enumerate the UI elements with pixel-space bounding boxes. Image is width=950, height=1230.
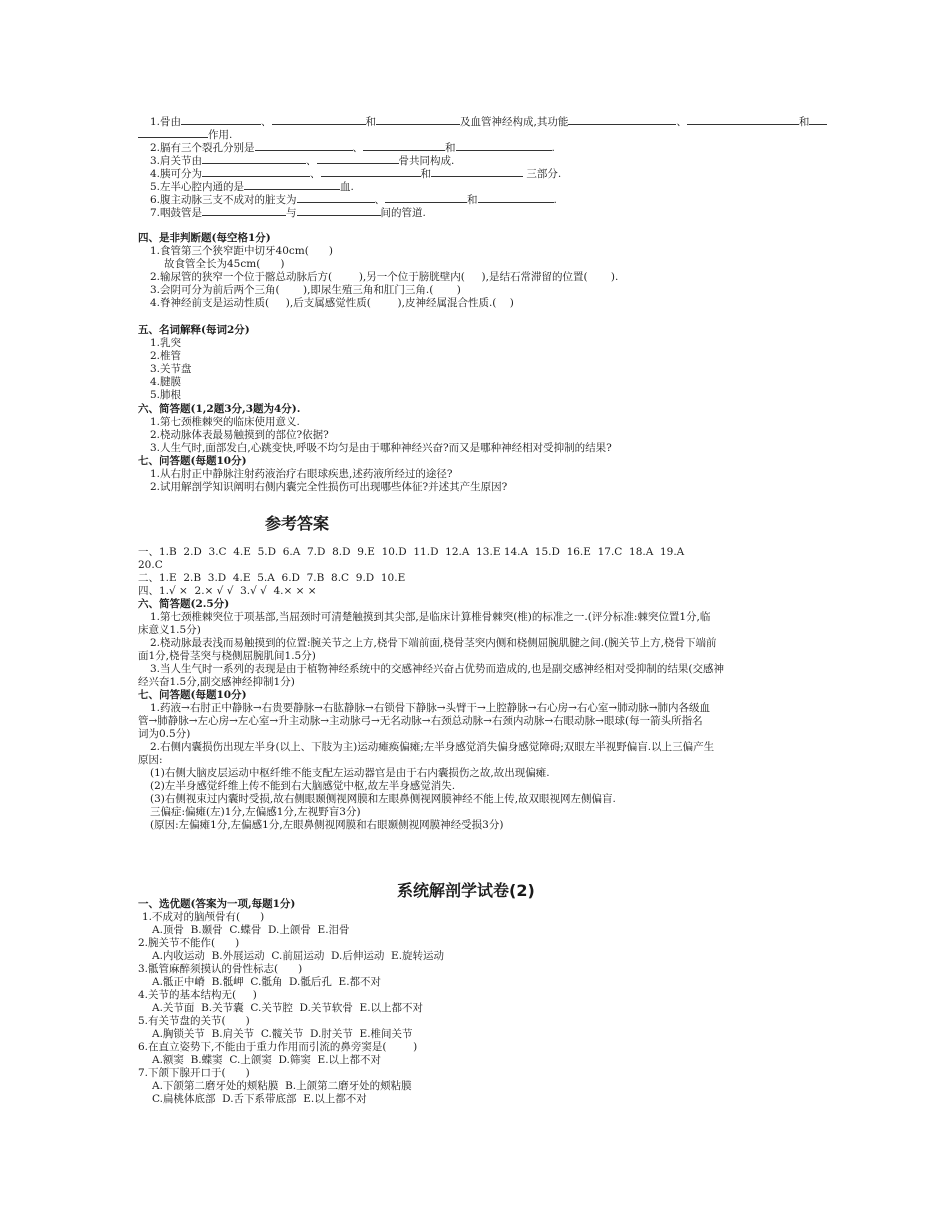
answer-line: 二、1.E 2.B 3.D 4.E 5.A 6.D 7.B 8.C 9.D 10.E [138, 572, 406, 584]
exam2-options: A.额窦 B.蝶窦 C.上颌窦 D.筛窦 E.以上都不对 [152, 1054, 382, 1066]
answers-heading: 参考答案 [265, 514, 330, 533]
exam2-options: A.骶正中嵴 B.骶岬 C.骶角 D.骶后孔 E.都不对 [152, 976, 382, 988]
exam2-question: 1.不成对的脑颅骨有( ) [142, 911, 265, 923]
fill-q1-cont: 作用. [138, 127, 232, 142]
answer-line: 1.第七颈椎棘突位于项基部,当屈颈时可清楚触摸到其尖部,是临床计算椎骨棘突(椎)的标准之一.(评分标准:棘突位置1分,临 [150, 611, 711, 623]
exam2-heading: 系统解剖学试卷(2) [397, 881, 535, 900]
sec4-item: 1.食管第三个狭窄距中切牙40cm( ) [150, 245, 333, 257]
section-4-title: 四、是非判断题(每空格1分) [138, 232, 271, 244]
exam2-options: A.内收运动 B.外展运动 C.前屈运动 D.后伸运动 E.旋转运动 [152, 950, 445, 962]
section-5-title: 五、名词解释(每词2分) [138, 324, 250, 336]
fill-q3: 3.肩关节由 、 骨共同构成. [150, 155, 455, 167]
exam2-options: A.胸锁关节 B.肩关节 C.髋关节 D.肘关节 E.椎间关节 [152, 1028, 413, 1040]
answer-line: 经兴奋1.5分,副交感神经抑制1分) [138, 676, 295, 688]
sec5-item: 2.椎管 [150, 350, 182, 362]
answer-line: 管→肺静脉→左心房→左心室→升主动脉→主动脉弓→无名动脉→右颈总动脉→右颈内动脉→右眼动脉→眼球(每一箭头所指名 [138, 715, 703, 727]
exam2-options: A.顶骨 B.颞骨 C.蝶骨 D.上颌骨 E.泪骨 [152, 924, 350, 936]
exam2-section-title: 一、选优题(答案为一项,每题1分) [138, 898, 296, 910]
answer-section-title: 六、简答题(2.5分) [138, 598, 230, 610]
answer-line: 20.C [138, 559, 163, 571]
section-6-title: 六、简答题(1,2题3分,3题为4分). [138, 403, 301, 415]
sec4-item: 3.会阴可分为前后两个三角( ),即尿生殖三角和肛门三角.( ) [150, 284, 461, 296]
sec6-item: 1.第七颈椎棘突的临床使用意义. [150, 416, 300, 428]
fill-q6: 6.腹主动脉三支不成对的脏支为 、 和 . [150, 194, 557, 206]
answer-line: 三偏症:偏瘫(左)1分,左偏感1分,左视野盲3分) [150, 806, 361, 818]
exam2-question: 7.下颌下腺开口于( ) [138, 1067, 250, 1079]
fill-q1: 1.骨由 、 和 及血管神经构成,其功能 、 和 [150, 114, 827, 129]
exam2-question: 4.关节的基本结构无( ) [138, 989, 257, 1001]
answer-line: 2.右侧内囊损伤出现左半身(以上、下肢为主)运动瘫痪偏瘫;左半身感觉消失偏身感觉障碍;双眼左半视野偏盲.以上三偏产生 [150, 741, 715, 753]
exam2-options: A.下颌第二磨牙处的颊粘膜 B.上颌第二磨牙处的颊粘膜 [152, 1080, 412, 1092]
fill-q2: 2.膈有三个裂孔分别是 、 和 . [150, 142, 555, 154]
answer-line: (3)右侧视束过内囊时受损,故右侧眼颞侧视网膜和左眼鼻侧视网膜神经不能上传,故双眼视网左侧偏盲. [150, 793, 616, 805]
answer-line: 3.当人生气时一系列的表现是由于植物神经系统中的交感神经兴奋占优势而造成的,也是副交感神经相对受抑制的结果(交感神 [150, 663, 724, 675]
answer-line: 四、1.√ × 2.× √ √ 3.√ √ 4.× × × [138, 585, 317, 597]
exam2-question: 3.骶管麻醉须摸认的骨性标志( ) [138, 963, 303, 975]
sec4-item: 4.脊神经前支是运动性质( ),后支属感觉性质( ),皮神经属混合性质.( ) [150, 297, 514, 309]
sec5-item: 4.腱膜 [150, 376, 182, 388]
exam2-options: A.关节面 B.关节囊 C.关节腔 D.关节软骨 E.以上都不对 [152, 1002, 424, 1014]
sec4-item: 故食管全长为45cm( ) [164, 258, 285, 270]
exam2-question: 5.有关节盘的关节( ) [138, 1015, 250, 1027]
sec4-item: 2.输尿管的狭窄一个位于髂总动脉后方( ),另一个位于膀胱壁内( ),是结石常滞留的位置( ). [150, 271, 619, 283]
sec7-item: 2.试用解剖学知识阐明右侧内囊完全性损伤可出现哪些体征?并述其产生原因? [150, 481, 508, 493]
answer-line: (2)左半身感觉纤维上传不能到右大脑感觉中枢,故左半身感觉消失. [150, 780, 456, 792]
answer-line: (1)右侧大脑皮层运动中枢纤维不能支配左运动器官是由于右内囊损伤之故,故出现偏瘫. [150, 767, 550, 779]
exam2-question: 2.腕关节不能作( ) [138, 937, 240, 949]
sec6-item: 3.人生气时,面部发白,心跳变快,呼吸不均匀是由于哪种神经兴奋?而又是哪种神经相对受抑制的结果? [150, 442, 612, 454]
answer-line: 面1分,桡骨茎突与桡侧屈腕肌间1.5分) [138, 650, 316, 662]
section-7-title: 七、问答题(每题10分) [138, 455, 247, 467]
fill-q7: 7.咽鼓管是 与 间的管道. [150, 207, 426, 219]
answer-line: 一、1.B 2.D 3.C 4.E 5.D 6.A 7.D 8.D 9.E 10.D 11.D 12.A 13.E 14.A 15.D 16.E 17.C 18.A 19.A [138, 546, 685, 558]
exam2-question: 6.在直立姿势下,不能由于重力作用而引流的鼻旁窦是( ) [138, 1041, 418, 1053]
answer-line: 2.桡动脉最表浅而易触摸到的位置:腕关节之上方,桡骨下端前面,桡骨茎突内侧和桡侧屈腕肌腱之间.(腕关节上方,桡骨下端前 [150, 637, 717, 649]
answer-line: 床意义1.5分) [138, 624, 201, 636]
sec7-item: 1.从右肘正中静脉注射药液治疗右眼球疾患,述药液所经过的途径? [150, 468, 453, 480]
sec5-item: 1.乳突 [150, 337, 182, 349]
answer-line: 原因: [138, 754, 163, 766]
answer-section-title: 七、问答题(每题10分) [138, 689, 247, 701]
sec6-item: 2.桡动脉体表最易触摸到的部位?依据? [150, 429, 329, 441]
answer-line: 词为0.5分) [138, 728, 191, 740]
fill-q4: 4.胰可分为 、 和 三部分. [150, 168, 562, 180]
sec5-item: 3.关节盘 [150, 363, 192, 375]
answer-line: (原因:左偏瘫1分,左偏感1分,左眼鼻侧视网膜和右眼颞侧视网膜神经受损3分) [150, 819, 504, 831]
fill-q5: 5.左半心腔内通的是 血. [150, 181, 354, 193]
exam2-options: C.扁桃体底部 D.舌下系带底部 E.以上都不对 [152, 1093, 367, 1105]
answer-line: 1.药液→右肘正中静脉→右贵要静脉→右肱静脉→右锁骨下静脉→头臂干→上腔静脉→右心房→右心室→肺动脉→肺内各级血 [150, 702, 710, 714]
sec5-item: 5.肺根 [150, 389, 182, 401]
